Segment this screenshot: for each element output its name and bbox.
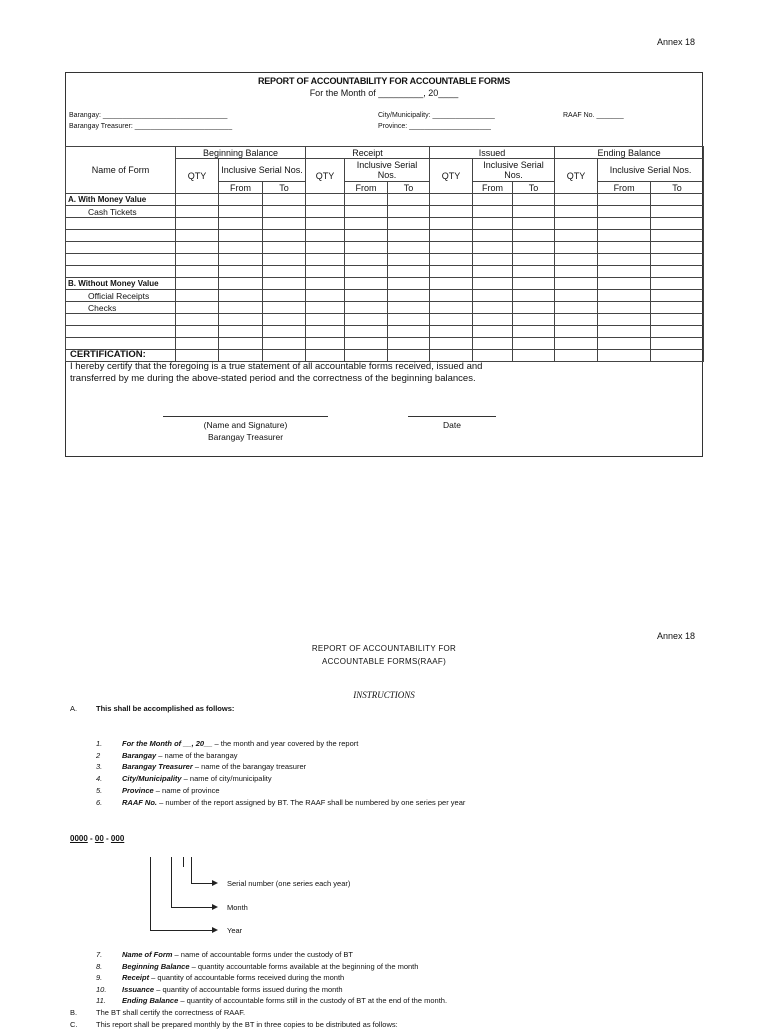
connector-line — [171, 857, 172, 907]
table-cell — [263, 242, 306, 254]
instructions-title-1: REPORT OF ACCOUNTABILITY FOR — [311, 644, 457, 653]
arrow-label-serial: Serial number (one series each year) — [227, 879, 351, 888]
table-cell — [66, 266, 176, 278]
table-cell — [263, 266, 306, 278]
list-number: 10. — [96, 984, 107, 994]
list-item — [122, 786, 220, 795]
table-cell — [555, 194, 598, 206]
table-cell — [345, 206, 388, 218]
arrow-label-month: Month — [227, 903, 248, 912]
table-cell — [430, 290, 473, 302]
table-cell — [430, 302, 473, 314]
list-desc: – the month and year covered by the report — [212, 739, 359, 748]
table-cell — [555, 314, 598, 326]
connector-line — [150, 857, 151, 931]
table-cell — [555, 254, 598, 266]
table-row — [66, 290, 704, 302]
table-cell — [430, 218, 473, 230]
table-cell — [513, 302, 555, 314]
table-cell — [430, 254, 473, 266]
table-cell — [598, 218, 651, 230]
table-row — [66, 194, 704, 206]
table-cell — [263, 290, 306, 302]
list-desc: – name of province — [153, 785, 220, 795]
table-cell — [513, 326, 555, 338]
date-label: Date — [443, 420, 461, 430]
table-cell — [176, 194, 219, 206]
table-cell — [651, 242, 704, 254]
table-cell — [473, 206, 513, 218]
table-cell — [306, 266, 345, 278]
table-cell — [555, 326, 598, 338]
table-cell — [176, 206, 219, 218]
header-qty: QTY — [430, 159, 473, 194]
table-cell — [219, 254, 263, 266]
table-row — [66, 302, 704, 314]
table-cell — [66, 242, 176, 254]
table-cell — [306, 302, 345, 314]
table-cell — [430, 314, 473, 326]
table-cell — [651, 338, 704, 350]
table-cell — [306, 242, 345, 254]
table-cell — [345, 326, 388, 338]
signature-line — [163, 416, 328, 417]
table-cell — [430, 326, 473, 338]
section-a-label: A. With Money Value — [66, 194, 176, 206]
city-field: City/Municipality: ________________ — [378, 112, 495, 119]
list-number: 9. — [96, 973, 103, 983]
table-cell — [219, 194, 263, 206]
table-cell — [219, 314, 263, 326]
table-cell — [513, 254, 555, 266]
table-cell — [513, 338, 555, 350]
list-term: Issuance — [122, 984, 155, 994]
header-to: To — [388, 182, 430, 194]
list-desc: – name of the barangay treasurer — [192, 762, 307, 772]
table-cell — [388, 194, 430, 206]
table-cell — [66, 218, 176, 230]
list-term: Barangay — [122, 750, 157, 760]
table-cell — [388, 254, 430, 266]
table-cell — [598, 302, 651, 314]
table-cell — [345, 302, 388, 314]
table-cell — [66, 326, 176, 338]
header-inclusive-serial: Inclusive Serial Nos. — [219, 159, 306, 182]
table-cell — [388, 230, 430, 242]
table-cell — [598, 314, 651, 326]
form-title: REPORT OF ACCOUNTABILITY FOR ACCOUNTABLE FORMS — [257, 76, 511, 86]
header-inclusive-serial: Inclusive Serial Nos. — [598, 159, 704, 182]
table-cell — [345, 338, 388, 350]
raaf-number-field: RAAF No. _______ — [563, 112, 624, 119]
table-cell — [513, 278, 555, 290]
table-cell — [388, 338, 430, 350]
table-cell — [598, 266, 651, 278]
table-cell — [651, 290, 704, 302]
header-qty: QTY — [306, 159, 345, 194]
header-inclusive-serial: Inclusive Serial Nos. — [345, 159, 430, 182]
table-cell — [555, 230, 598, 242]
section-c-text: This report shall be prepared monthly by the BT in three copies to be distributed as follows: — [96, 1020, 398, 1029]
table-cell — [555, 302, 598, 314]
table-cell — [473, 278, 513, 290]
table-cell — [345, 278, 388, 290]
header-issued: Issued — [430, 147, 555, 159]
table-cell — [651, 314, 704, 326]
list-term: Receipt — [122, 973, 150, 983]
table-cell — [598, 230, 651, 242]
table-cell — [430, 338, 473, 350]
instructions-title-2: ACCOUNTABLE FORMS(RAAF) — [321, 657, 447, 666]
table-cell — [263, 326, 306, 338]
table-cell — [473, 230, 513, 242]
table-cell — [306, 326, 345, 338]
table-cell — [345, 290, 388, 302]
list-desc: – quantity of accountable forms received during the month — [149, 973, 345, 983]
raaf-form — [65, 72, 703, 457]
list-term: RAAF No. — [122, 797, 157, 807]
table-cell — [306, 314, 345, 326]
list-desc: – quantity accountable forms available at the beginning of the month — [189, 961, 419, 971]
table-cell — [345, 314, 388, 326]
table-cell — [598, 206, 651, 218]
table-cell — [513, 290, 555, 302]
table-cell — [306, 194, 345, 206]
month-line: For the Month of _________, 20____ — [309, 88, 459, 98]
list-item — [122, 985, 343, 994]
table-cell — [263, 278, 306, 290]
list-term: Ending Balance — [122, 996, 179, 1006]
table-cell — [219, 326, 263, 338]
table-cell — [306, 338, 345, 350]
table-cell — [176, 314, 219, 326]
table-cell — [473, 314, 513, 326]
table-cell — [430, 266, 473, 278]
table-cell — [306, 254, 345, 266]
section-b-letter: B. — [70, 1008, 78, 1017]
list-item — [122, 950, 353, 959]
table-cell — [651, 302, 704, 314]
table-cell — [263, 302, 306, 314]
table-cell — [430, 206, 473, 218]
table-cell — [306, 290, 345, 302]
table-cell — [555, 338, 598, 350]
table-cell — [555, 206, 598, 218]
table-cell — [176, 338, 219, 350]
table-row — [66, 206, 704, 218]
list-number: 8. — [96, 961, 103, 971]
table-row — [66, 254, 704, 266]
connector-line — [183, 857, 184, 867]
table-cell — [263, 314, 306, 326]
table-cell — [555, 218, 598, 230]
table-cell — [430, 230, 473, 242]
arrow-icon — [171, 907, 213, 908]
table-cell — [306, 278, 345, 290]
table-cell — [306, 230, 345, 242]
list-item — [122, 774, 272, 783]
table-cell — [651, 266, 704, 278]
table-cell — [473, 218, 513, 230]
form-item-label: Cash Tickets — [66, 206, 176, 218]
table-cell — [598, 278, 651, 290]
list-number: 2 — [96, 750, 101, 760]
table-cell — [345, 266, 388, 278]
list-desc: – quantity of accountable forms issued during the month — [154, 984, 343, 994]
list-term: Name of Form — [122, 950, 173, 959]
table-cell — [651, 194, 704, 206]
table-cell — [513, 230, 555, 242]
table-cell — [263, 230, 306, 242]
list-term: City/Municipality — [122, 774, 182, 784]
annex-label-2: Annex 18 — [657, 631, 696, 641]
list-number: 1. — [96, 739, 103, 748]
table-cell — [306, 206, 345, 218]
code-month: 00 — [94, 834, 104, 843]
table-row — [66, 266, 704, 278]
list-number: 5. — [96, 785, 103, 795]
section-b-text: The BT shall certify the correctness of RAAF. — [96, 1008, 246, 1017]
table-cell — [555, 242, 598, 254]
table-cell — [263, 218, 306, 230]
table-cell — [598, 326, 651, 338]
certification-title: CERTIFICATION: — [70, 349, 146, 360]
table-cell — [651, 254, 704, 266]
table-cell — [306, 218, 345, 230]
table-cell — [555, 278, 598, 290]
header-from: From — [345, 182, 388, 194]
code-year: 0000 — [70, 834, 88, 843]
raaf-number-format: 0000 - 00 - 000 — [70, 834, 125, 843]
table-cell — [513, 266, 555, 278]
table-cell — [598, 254, 651, 266]
table-cell — [388, 314, 430, 326]
treasurer-field: Barangay Treasurer: _________________________ — [69, 123, 233, 130]
table-cell — [430, 242, 473, 254]
table-cell — [219, 230, 263, 242]
list-number: 11. — [96, 996, 106, 1006]
arrow-icon — [191, 883, 213, 884]
list-item — [122, 739, 358, 748]
arrow-label-year: Year — [227, 926, 243, 935]
section-b-label: B. Without Money Value — [66, 278, 176, 290]
table-cell — [388, 218, 430, 230]
table-cell — [598, 194, 651, 206]
table-cell — [513, 314, 555, 326]
list-item — [122, 751, 238, 760]
code-serial: 000 — [110, 834, 125, 843]
header-qty: QTY — [176, 159, 219, 194]
table-cell — [219, 266, 263, 278]
certification-text-2: transferred by me during the above-stated period and the correctness of the beginning balances. — [70, 373, 476, 384]
table-cell — [473, 290, 513, 302]
province-field: Province: _____________________ — [378, 123, 491, 130]
table-cell — [513, 242, 555, 254]
table-cell — [176, 266, 219, 278]
table-cell — [513, 194, 555, 206]
table-body — [66, 194, 704, 362]
table-cell — [263, 254, 306, 266]
table-cell — [219, 302, 263, 314]
table-cell — [473, 242, 513, 254]
list-desc: – name of city/municipality — [181, 774, 272, 784]
table-cell — [598, 242, 651, 254]
table-cell — [219, 242, 263, 254]
table-cell — [219, 206, 263, 218]
table-cell — [651, 230, 704, 242]
list-number: 4. — [96, 774, 103, 784]
table-cell — [345, 194, 388, 206]
table-cell — [66, 254, 176, 266]
table-row — [66, 314, 704, 326]
table-cell — [176, 290, 219, 302]
table-cell — [473, 302, 513, 314]
list-number: 6. — [96, 797, 103, 807]
table-cell — [388, 206, 430, 218]
table-row — [66, 338, 704, 350]
certification — [70, 349, 670, 385]
form-item-label: Checks — [66, 302, 176, 314]
header-to: To — [513, 182, 555, 194]
table-cell — [651, 326, 704, 338]
table-cell — [388, 326, 430, 338]
connector-line — [191, 857, 192, 883]
header-ending-balance: Ending Balance — [555, 147, 704, 159]
list-number: 3. — [96, 762, 103, 772]
table-cell — [345, 218, 388, 230]
header-beginning-balance: Beginning Balance — [176, 147, 306, 159]
header-inclusive-serial: Inclusive Serial Nos. — [473, 159, 555, 182]
table-cell — [176, 218, 219, 230]
signature-name-label: (Name and Signature) — [203, 420, 288, 430]
list-desc: – quantity of accountable forms still in the custody of BT at the end of the month. — [178, 996, 448, 1006]
arrow-icon — [150, 930, 213, 931]
table-cell — [473, 338, 513, 350]
certification-text-1: I hereby certify that the foregoing is a true statement of all accountable forms received, issued and — [70, 361, 483, 372]
list-item — [122, 762, 306, 771]
table-cell — [388, 290, 430, 302]
form-item-label: Official Receipts — [66, 290, 176, 302]
list-desc: – name of the barangay — [156, 750, 238, 760]
instructions-heading: INSTRUCTIONS — [353, 690, 415, 700]
header-name-of-form: Name of Form — [66, 147, 176, 194]
list-term: Beginning Balance — [122, 961, 190, 971]
table-cell — [345, 242, 388, 254]
header-from: From — [598, 182, 651, 194]
list-term: For the Month of __, 20__ — [122, 739, 213, 748]
signature-role-label: Barangay Treasurer — [207, 432, 284, 442]
date-line — [408, 416, 496, 417]
section-a-letter: A. — [70, 704, 78, 713]
section-a-text: This shall be accomplished as follows: — [96, 704, 235, 713]
header-to: To — [651, 182, 704, 194]
list-item — [122, 973, 344, 982]
list-desc: – name of accountable forms under the custody of BT — [172, 950, 353, 959]
table-row — [66, 326, 704, 338]
table-cell — [388, 266, 430, 278]
table-cell — [345, 230, 388, 242]
table-cell — [263, 194, 306, 206]
table-cell — [555, 290, 598, 302]
table-cell — [176, 326, 219, 338]
table-cell — [388, 278, 430, 290]
table-cell — [598, 290, 651, 302]
list-item — [122, 798, 465, 807]
table-cell — [66, 338, 176, 350]
table-row — [66, 230, 704, 242]
section-c-letter: C. — [70, 1020, 78, 1029]
barangay-field: Barangay: ________________________________ — [69, 112, 228, 119]
table-cell — [651, 206, 704, 218]
table-row — [66, 242, 704, 254]
table-cell — [176, 278, 219, 290]
list-term: Barangay Treasurer — [122, 762, 193, 772]
table-cell — [388, 302, 430, 314]
table-cell — [473, 266, 513, 278]
table-cell — [388, 242, 430, 254]
table-cell — [473, 194, 513, 206]
table-cell — [513, 218, 555, 230]
accountability-table — [65, 146, 704, 362]
table-cell — [66, 230, 176, 242]
table-cell — [219, 278, 263, 290]
table-cell — [176, 302, 219, 314]
table-cell — [219, 338, 263, 350]
list-term: Province — [122, 785, 154, 795]
table-row — [66, 278, 704, 290]
table-cell — [598, 338, 651, 350]
list-desc: – number of the report assigned by BT. The RAAF shall be numbered by one series per year — [157, 797, 466, 807]
table-cell — [176, 230, 219, 242]
table-cell — [176, 254, 219, 266]
table-cell — [345, 254, 388, 266]
table-cell — [219, 290, 263, 302]
table-cell — [176, 242, 219, 254]
table-cell — [651, 218, 704, 230]
table-cell — [473, 326, 513, 338]
list-item — [122, 962, 418, 971]
table-cell — [430, 278, 473, 290]
table-cell — [473, 254, 513, 266]
table-cell — [651, 278, 704, 290]
header-from: From — [473, 182, 513, 194]
header-receipt: Receipt — [306, 147, 430, 159]
table-cell — [263, 206, 306, 218]
table-cell — [430, 194, 473, 206]
list-number: 7. — [96, 950, 103, 959]
table-cell — [513, 206, 555, 218]
table-cell — [66, 314, 176, 326]
annex-label: Annex 18 — [657, 37, 696, 47]
list-item — [122, 996, 447, 1005]
table-row — [66, 218, 704, 230]
header-qty: QTY — [555, 159, 598, 194]
table-cell — [219, 218, 263, 230]
header-from: From — [219, 182, 263, 194]
table-cell — [263, 338, 306, 350]
header-to: To — [263, 182, 306, 194]
table-cell — [555, 266, 598, 278]
